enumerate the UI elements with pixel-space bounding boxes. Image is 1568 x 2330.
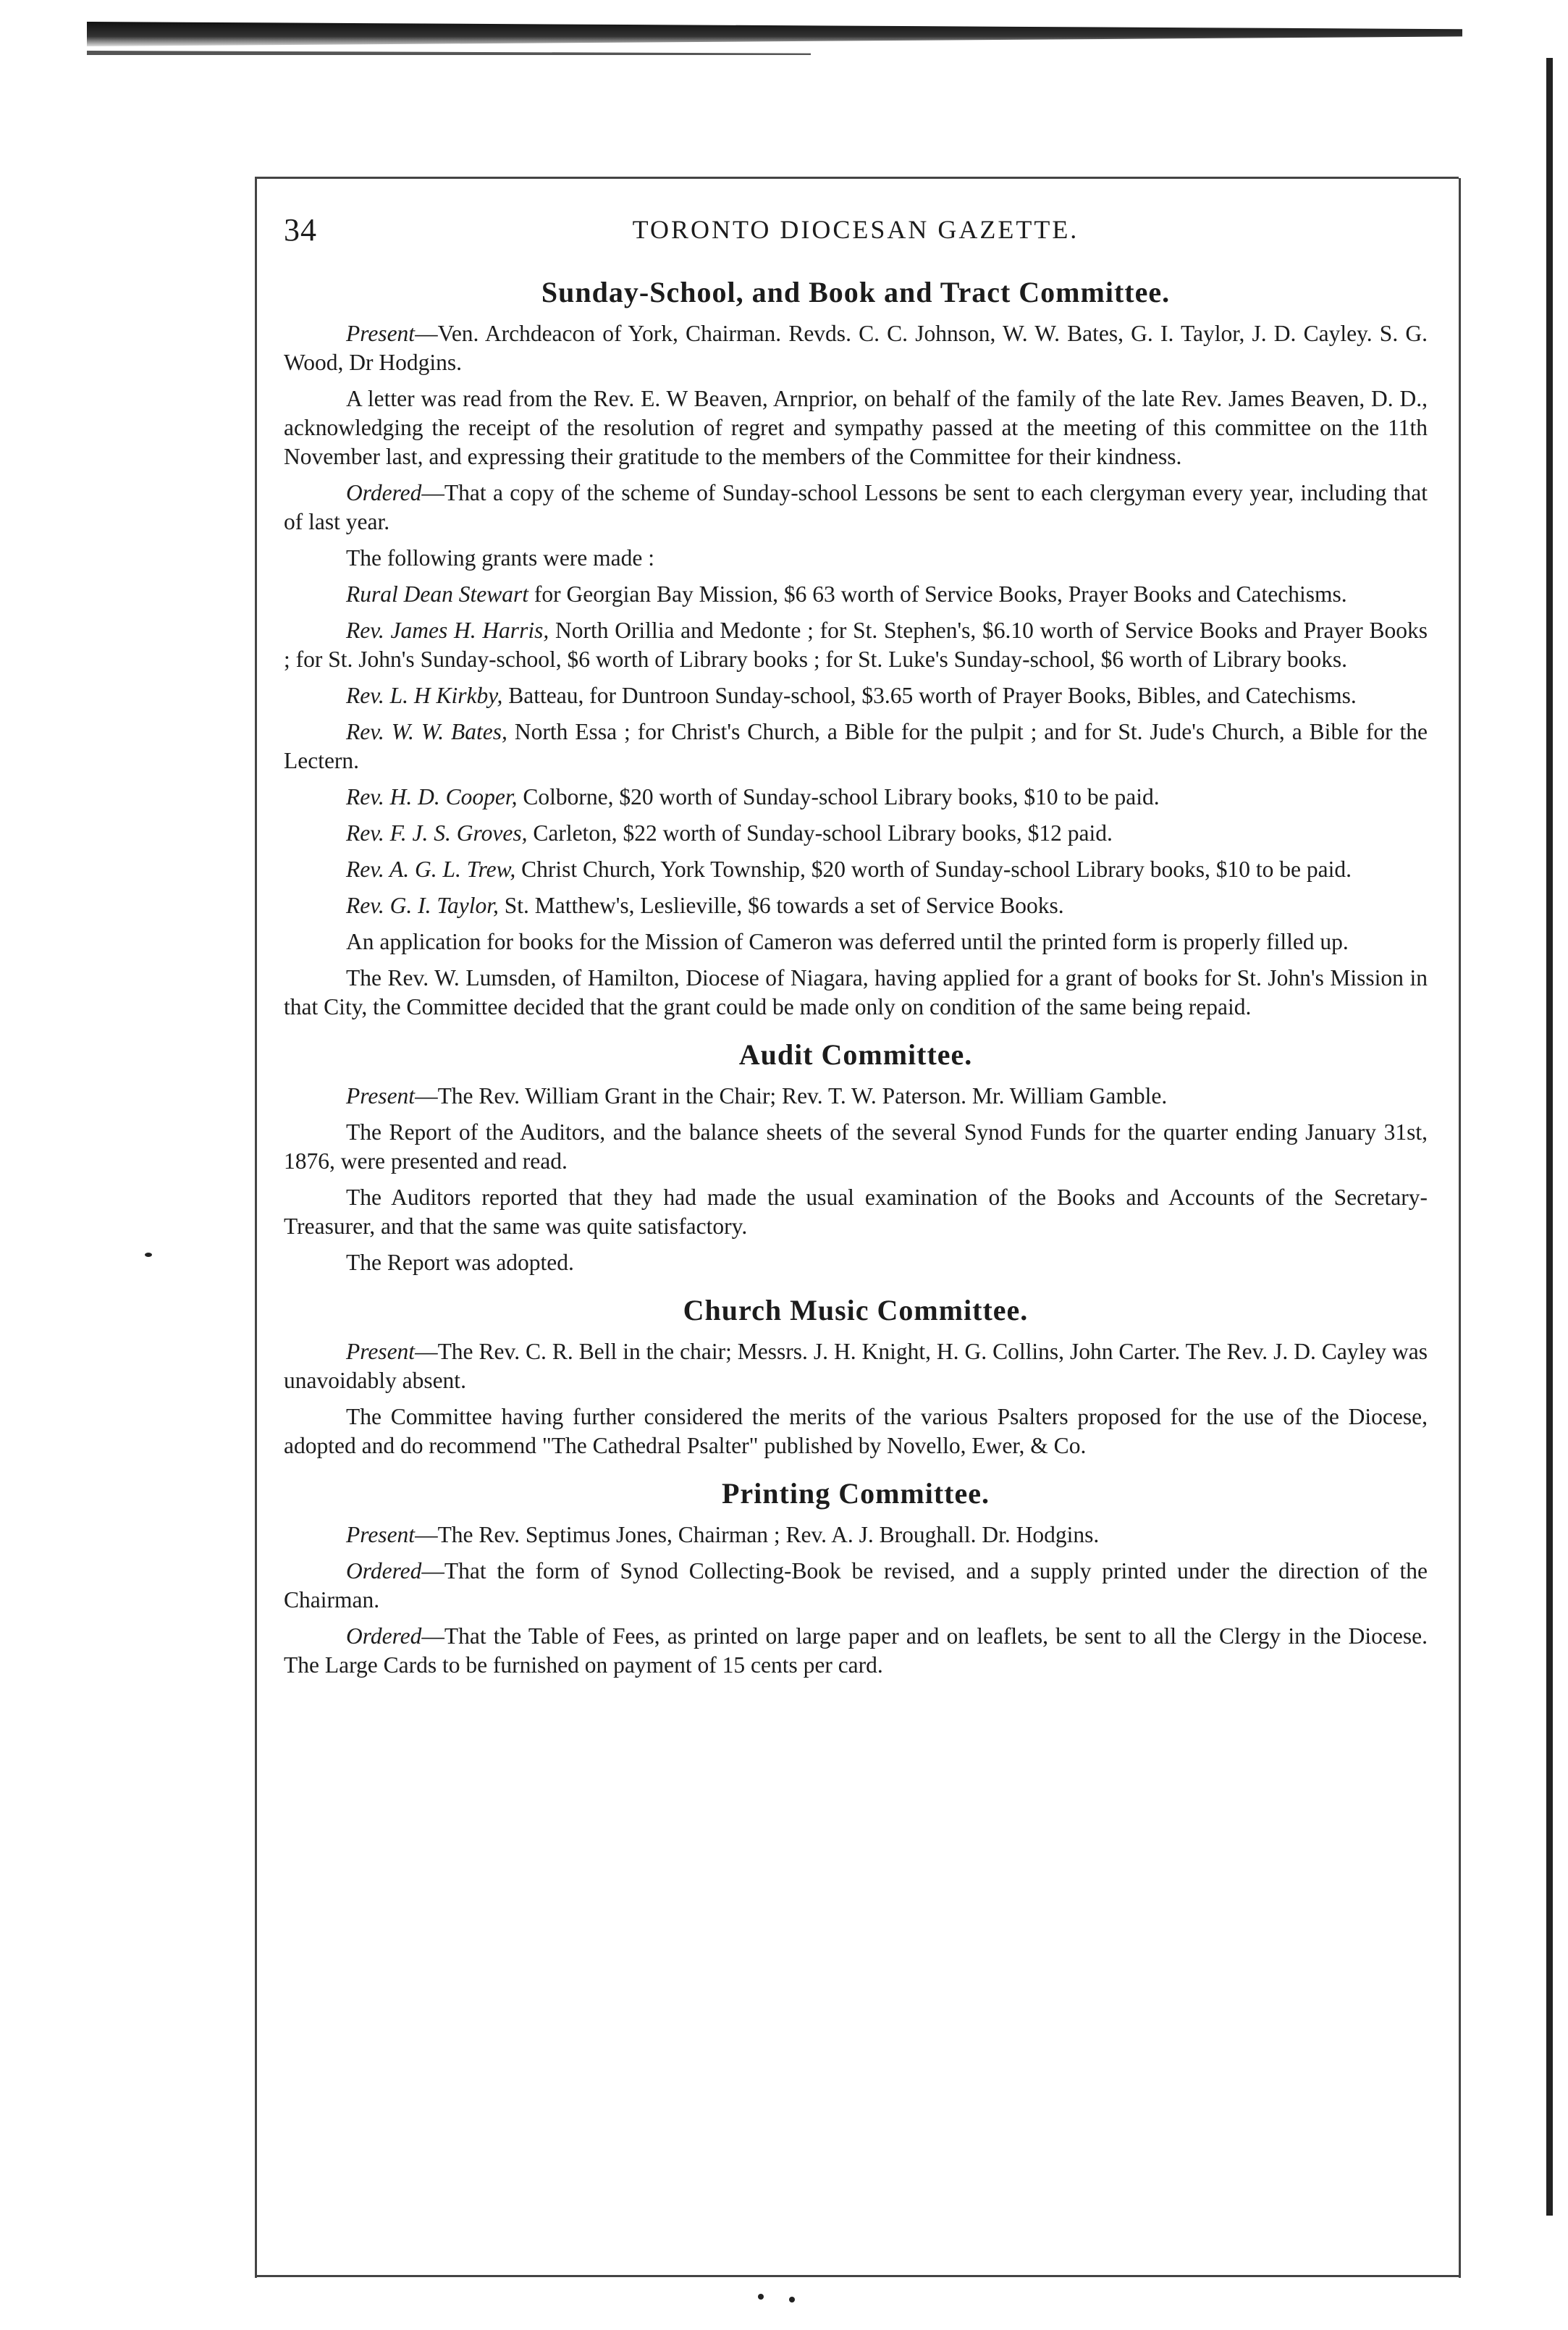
paragraph-text: North Essa ; for Christ's Church, a Bible for the pulpit ; and for St. Jude's Church, a Bible for the Lectern. [284,719,1428,773]
paragraph [284,384,1428,471]
section-heading: Printing Committee. [721,1477,990,1510]
scan-artifact-top-line [87,51,811,55]
paragraph-lead: Present [346,321,416,346]
paragraph-lead: Rev. James H. Harris, [346,618,549,643]
paragraph-text: for Georgian Bay Mission, $6 63 worth of Service Books, Prayer Books and Catechisms. [528,581,1347,607]
paragraph [284,1557,1428,1615]
paragraph-text: North Orillia and Medonte ; for St. Stephen's, $6.10 worth of Service Books and Prayer Books ; for St. John's Sunday-school, $6 worth of Library books ; for St. Luke's Sunday-school, $6 worth of Library books. [284,618,1428,672]
section-heading: Sunday-School, and Book and Tract Committee. [541,276,1171,308]
paragraph-text: Christ Church, York Township, $20 worth of Sunday-school Library books, $10 to be paid. [515,857,1352,882]
paragraph-text: Colborne, $20 worth of Sunday-school Library books, $10 to be paid. [517,784,1160,809]
paragraph-text: A letter was read from the Rev. E. W Beaven, Arnprior, on behalf of the family of the late Rev. James Beaven, D. D., acknowledging the receipt of the resolution of regret and sympathy passed at the meeting of this committee on the 11th November last, and expressing their gratitude to the members of the Committee for their kindness. [284,386,1428,469]
paragraph-lead: Rev. F. J. S. Groves, [346,820,528,846]
paragraph-text: Carleton, $22 worth of Sunday-school Library books, $12 paid. [527,820,1113,846]
paragraph [284,1337,1428,1395]
paragraph [284,891,1428,920]
paragraph [284,616,1428,674]
article-body [284,275,1428,1680]
paragraph [284,1118,1428,1176]
scan-speck [789,2297,795,2302]
paragraph-text: —The Rev. Septimus Jones, Chairman ; Rev. A. J. Broughall. Dr. Hodgins. [415,1522,1100,1547]
paragraph-lead: Present [346,1339,416,1364]
paragraph [284,718,1428,775]
section-heading: Audit Committee. [738,1038,973,1071]
paragraph-text: The Report was adopted. [346,1250,574,1275]
paragraph-text: The Committee having further considered the merits of the various Psalters proposed for the use of the Diocese, adopted and do recommend "The Cathedral Psalter" published by Novello, Ewer, & Co. [284,1404,1428,1458]
paragraph-text: The Rev. W. Lumsden, of Hamilton, Diocese of Niagara, having applied for a grant of books for St. John's Mission in that City, the Committee decided that the grant could be made only on condition of the same being repaid. [284,965,1428,1019]
paragraph-lead: Rev. W. W. Bates, [346,719,507,744]
paragraph [284,544,1428,573]
paragraph [284,928,1428,956]
paragraph-lead: Rev. G. I. Taylor, [346,893,499,918]
paragraph-lead: Rural Dean Stewart [346,581,528,607]
paragraph-text: The Auditors reported that they had made the usual examination of the Books and Accounts of the Secretary-Treasurer, and that the same was quite satisfactory. [284,1185,1428,1239]
scan-artifact-right-edge [1546,58,1553,2216]
paragraph [284,580,1428,609]
running-head [284,211,1428,248]
paragraph [284,1622,1428,1680]
paragraph-lead: Present [346,1083,416,1109]
paragraph-lead: Ordered [346,1623,422,1649]
paragraph-lead: Ordered [346,480,422,505]
paragraph-text: The following grants were made : [346,545,654,571]
paragraph [284,319,1428,377]
paragraph-lead: Ordered [346,1558,422,1584]
paragraph-lead: Rev. L. H Kirkby, [346,683,503,708]
paragraph [284,1402,1428,1460]
paragraph [284,1521,1428,1549]
scan-artifact-top [87,22,1462,46]
scan-speck [758,2294,764,2300]
paragraph-text: —That the Table of Fees, as printed on large paper and on leaflets, be sent to all the Clergy in the Diocese. The Large Cards to be furnished on payment of 15 cents per card. [284,1623,1428,1678]
paragraph [284,681,1428,710]
page-number: 34 [284,212,317,248]
paragraph-text: The Report of the Auditors, and the balance sheets of the several Synod Funds for the quarter ending January 31st, 1876, were presented and read. [284,1119,1428,1174]
paragraph-lead: Present [346,1522,416,1547]
paragraph [284,964,1428,1022]
paragraph-text: —That the form of Synod Collecting-Book be revised, and a supply printed under the direction of the Chairman. [284,1558,1428,1612]
paragraph-text: —That a copy of the scheme of Sunday-school Lessons be sent to each clergyman every year, including that of last year. [284,480,1428,534]
paragraph-lead: Rev. H. D. Cooper, [346,784,518,809]
section-heading: Church Music Committee. [683,1294,1029,1326]
paragraph-text: St. Matthew's, Leslieville, $6 towards a set of Service Books. [498,893,1064,918]
paragraph-text: —The Rev. C. R. Bell in the chair; Messrs. J. H. Knight, H. G. Collins, John Carter. The Rev. J. D. Cayley was unavoidably absent. [284,1339,1428,1393]
page-content [284,211,1428,1687]
paragraph-lead: Rev. A. G. L. Trew, [346,857,516,882]
paragraph [284,1248,1428,1277]
paragraph [284,1183,1428,1241]
paragraph [284,1082,1428,1111]
paragraph-text: An application for books for the Mission of Cameron was deferred until the printed form is properly filled up. [346,929,1349,954]
paragraph [284,855,1428,884]
paragraph [284,783,1428,812]
scan-speck [145,1253,152,1257]
journal-title: TORONTO DIOCESAN GAZETTE. [632,215,1079,244]
paragraph-text: —Ven. Archdeacon of York, Chairman. Revds. C. C. Johnson, W. W. Bates, G. I. Taylor, J. D. Cayley. S. G. Wood, Dr Hodgins. [284,321,1428,375]
page-bottom-rule [255,2275,1459,2277]
paragraph [284,479,1428,537]
paragraph-text: Batteau, for Duntroon Sunday-school, $3.65 worth of Prayer Books, Bibles, and Catechisms. [502,683,1357,708]
paragraph [284,819,1428,848]
paragraph-text: —The Rev. William Grant in the Chair; Rev. T. W. Paterson. Mr. William Gamble. [415,1083,1168,1109]
